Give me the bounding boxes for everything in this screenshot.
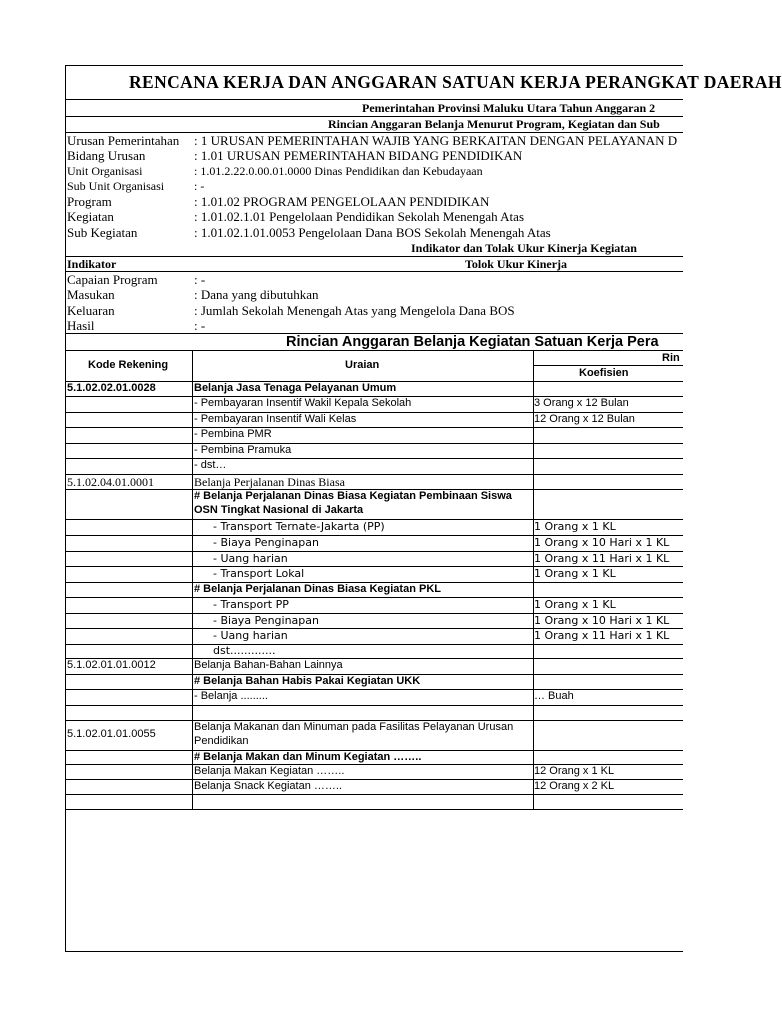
uraian-cell: - Biaya Penginapan (213, 614, 319, 627)
info-value-urusan: : 1 URUSAN PEMERINTAHAN WAJIB YANG BERKAITAN DENGAN PELAYANAN D (194, 133, 678, 148)
uraian-cell-continuation: OSN Tingkat Nasional di Jakarta (194, 504, 364, 516)
uraian-cell: - dst… (194, 459, 227, 471)
indikator-label-masukan: Masukan (67, 287, 115, 302)
info-value-kegiatan: : 1.01.02.1.01 Pengelolaan Pendidikan Sekolah Menengah Atas (194, 209, 525, 224)
koefisien-cell: 1 Orang x 10 Hari x 1 KL (534, 614, 670, 627)
uraian-cell: Belanja Perjalanan Dinas Biasa (194, 475, 345, 489)
uraian-cell: # Belanja Makan dan Minum Kegiatan …….. (194, 751, 422, 763)
info-label-program: Program (67, 194, 112, 209)
divider (66, 271, 683, 272)
uraian-cell: # Belanja Bahan Habis Pakai Kegiatan UKK (194, 675, 421, 687)
document-title: RENCANA KERJA DAN ANGGARAN SATUAN KERJA PERANGKAT DAERAH (129, 72, 782, 92)
koefisien-cell: 12 Orang x 1 KL (534, 765, 615, 777)
info-value-subunit: : - (194, 179, 205, 193)
uraian-cell: - Uang harian (213, 629, 288, 642)
subtitle-government: Pemerintahan Provinsi Maluku Utara Tahun Anggaran 2 (362, 101, 656, 115)
uraian-cell-continuation: Pendidikan (194, 735, 249, 747)
koefisien-cell: 1 Orang x 10 Hari x 1 KL (534, 536, 670, 549)
row-line (66, 474, 683, 475)
info-value-unit: : 1.01.2.22.0.00.01.0000 Dinas Pendidikan dan Kebudayaan (194, 164, 483, 178)
uraian-cell: Belanja Makan Kegiatan …….. (194, 765, 345, 777)
indikator-heading: Indikator dan Tolak Ukur Kinerja Kegiatan (411, 241, 637, 255)
info-label-subkegiatan: Sub Kegiatan (67, 225, 138, 240)
rka-document-sheet (65, 65, 782, 952)
indikator-label-hasil: Hasil (67, 318, 95, 333)
info-label-subunit: Sub Unit Organisasi (67, 179, 165, 193)
uraian-cell: - Transport Lokal (213, 567, 305, 580)
koefisien-cell: … Buah (534, 690, 574, 702)
koefisien-cell: 12 Orang x 2 KL (534, 780, 615, 792)
kode-rekening-header: Kode Rekening (88, 359, 169, 371)
divider (66, 256, 683, 257)
koefisien-header: Koefisien (579, 367, 629, 379)
row-line (66, 427, 683, 428)
indikator-label-capaian: Capaian Program (67, 272, 158, 287)
kode-rekening-cell: 5.1.02.04.01.0001 (67, 475, 154, 489)
uraian-cell: Belanja Makanan dan Minuman pada Fasilitas Pelayanan Urusan (194, 721, 514, 733)
rincian-header-partial: Rin (662, 352, 680, 364)
uraian-cell: - Transport PP (213, 598, 289, 611)
uraian-cell: - Pembayaran Insentif Wakil Kepala Sekolah (194, 397, 412, 409)
indikator-value-keluaran: : Jumlah Sekolah Menengah Atas yang Mengelola Dana BOS (194, 303, 515, 318)
row-line (66, 458, 683, 459)
uraian-cell: - Biaya Penginapan (213, 536, 319, 549)
koefisien-cell: 12 Orang x 12 Bulan (534, 413, 635, 425)
koefisien-cell: 1 Orang x 1 KL (534, 567, 616, 580)
info-label-urusan: Urusan Pemerintahan (67, 133, 180, 148)
divider (66, 99, 683, 100)
uraian-cell: - Uang harian (213, 552, 288, 565)
row-line (66, 705, 683, 706)
tolok-ukur-column-header: Tolok Ukur Kinerja (465, 257, 568, 271)
uraian-cell: - Pembina Pramuka (194, 444, 292, 456)
uraian-cell: dst............. (213, 644, 276, 657)
divider (66, 350, 683, 351)
uraian-cell: Belanja Jasa Tenaga Pelayanan Umum (194, 382, 397, 394)
indikator-value-masukan: : Dana yang dibutuhkan (194, 287, 319, 302)
koefisien-cell: 1 Orang x 1 KL (534, 520, 616, 533)
indikator-value-hasil: : - (194, 318, 206, 333)
koefisien-cell: 1 Orang x 11 Hari x 1 KL (534, 629, 670, 642)
row-line (66, 658, 683, 659)
info-value-program: : 1.01.02 PROGRAM PENGELOLAAN PENDIDIKAN (194, 194, 490, 209)
koefisien-cell: 1 Orang x 11 Hari x 1 KL (534, 552, 670, 565)
subtitle-rincian: Rincian Anggaran Belanja Menurut Program, Kegiatan dan Sub (328, 117, 660, 131)
uraian-cell: - Transport Ternate-Jakarta (PP) (213, 520, 385, 533)
uraian-header: Uraian (345, 359, 380, 371)
info-value-subkegiatan: : 1.01.02.1.01.0053 Pengelolaan Dana BOS Sekolah Menengah Atas (194, 225, 551, 240)
column-divider (192, 350, 193, 810)
uraian-cell: - Pembayaran Insentif Wali Kelas (194, 413, 357, 425)
info-value-bidang: : 1.01 URUSAN PEMERINTAHAN BIDANG PENDIDIKAN (194, 148, 523, 163)
kode-rekening-cell: 5.1.02.02.01.0028 (67, 382, 156, 394)
indikator-label-keluaran: Keluaran (67, 303, 115, 318)
rincian-heading: Rincian Anggaran Belanja Kegiatan Satuan Kerja Pera (286, 334, 659, 350)
kode-rekening-cell: 5.1.02.01.01.0012 (67, 659, 156, 671)
divider (533, 365, 683, 366)
uraian-cell: - Belanja ......... (194, 690, 268, 702)
row-line (66, 794, 683, 795)
row-line (66, 689, 683, 690)
uraian-cell: Belanja Bahan-Bahan Lainnya (194, 659, 343, 671)
kode-rekening-cell: 5.1.02.01.01.0055 (67, 728, 156, 740)
row-line (66, 809, 683, 810)
indikator-column-header: Indikator (67, 257, 117, 271)
uraian-cell: - Pembina PMR (194, 428, 272, 440)
row-line (66, 443, 683, 444)
uraian-cell: # Belanja Perjalanan Dinas Biasa Kegiatan Pembinaan Siswa (194, 490, 512, 502)
koefisien-cell: 3 Orang x 12 Bulan (534, 397, 629, 409)
uraian-cell: # Belanja Perjalanan Dinas Biasa Kegiatan PKL (194, 583, 441, 595)
row-line (66, 644, 683, 645)
koefisien-cell: 1 Orang x 1 KL (534, 598, 616, 611)
uraian-cell: Belanja Snack Kegiatan …….. (194, 780, 342, 792)
info-label-bidang: Bidang Urusan (67, 148, 146, 163)
indikator-value-capaian: : - (194, 272, 206, 287)
info-label-kegiatan: Kegiatan (67, 209, 114, 224)
info-label-unit: Unit Organisasi (67, 164, 143, 178)
